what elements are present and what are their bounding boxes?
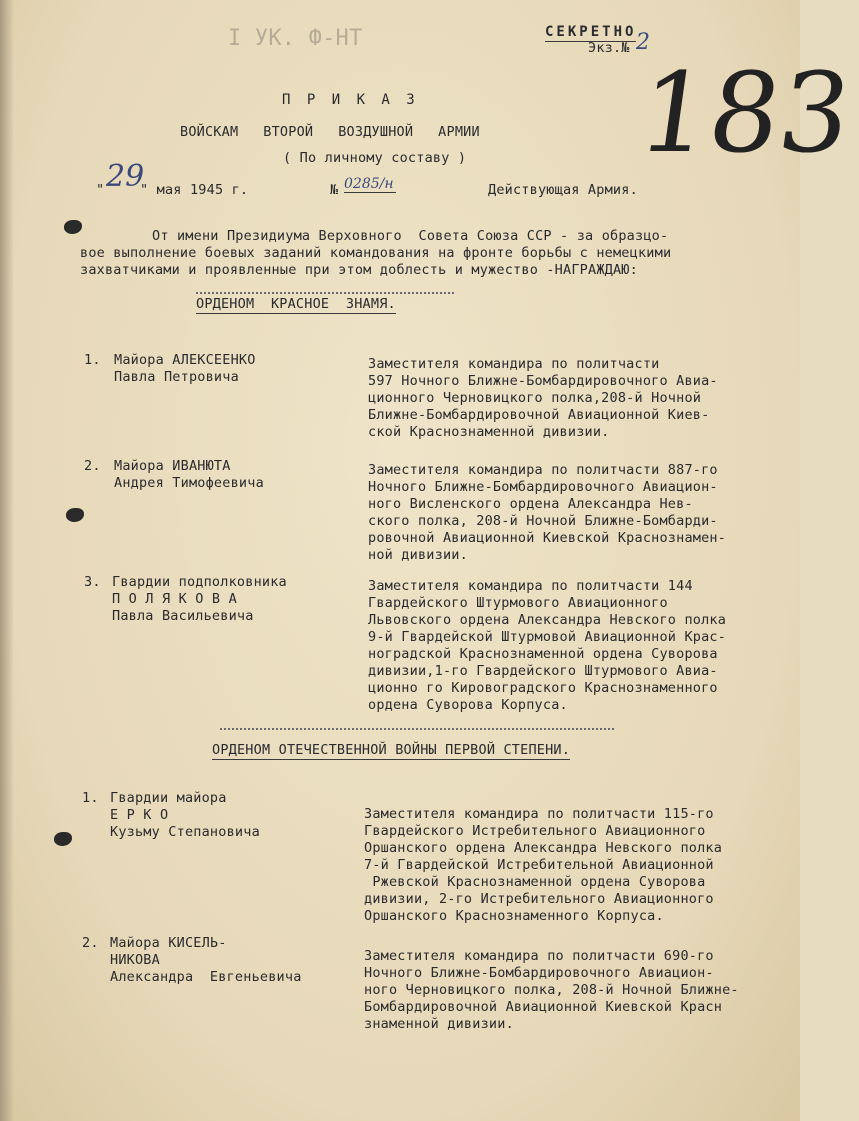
page-edge-shadow — [0, 0, 14, 1121]
entry-name-line: Кузьму Степановича — [110, 824, 260, 840]
entry-name-line: Гвардии майора — [110, 790, 227, 806]
entry-description-line: Ночного Ближне-Бомбардировочного Авиацион- — [364, 965, 714, 981]
entry-description-line: ной дивизии. — [368, 547, 468, 563]
entry-description-line: Ночного Ближне-Бомбардировочного Авиацион- — [368, 479, 718, 495]
entry-description-line: Бомбардировочной Авиационной Киевской Красн — [364, 999, 723, 1015]
section1-heading: ОРДЕНОМ КРАСНОЕ ЗНАМЯ. — [196, 296, 396, 312]
secret-mark: СЕКРЕТНО — [545, 24, 637, 40]
handwritten-archive-number: 183 — [631, 49, 859, 177]
entry-description-line: Заместителя командира по политчасти 887-го — [368, 462, 718, 478]
entry-name-line: Павла Васильевича — [112, 608, 254, 624]
section1-dotted-line — [196, 292, 454, 294]
date-day-handwritten: 29 — [106, 159, 145, 194]
faint-stamp: I УК. Ф-НТ — [228, 26, 363, 51]
document-title: П Р И К А З — [282, 92, 419, 108]
entry-description-line: Заместителя командира по политчасти 115-го — [364, 806, 714, 822]
entry-name-line: Гвардии подполковника — [112, 574, 287, 590]
entry-description-line: 597 Ночного Ближне-Бомбардировочного Авиа- — [368, 373, 718, 389]
copy-number-handwritten: 2 — [636, 30, 650, 55]
entry-description-line: Гвардейского Штурмового Авиационного — [368, 595, 668, 611]
entry-number: 2. — [82, 935, 99, 951]
entry-description-line: ного Черновицкого полка, 208-й Ночной Ближне- — [364, 982, 739, 998]
document-subtitle: ВОЙСКАМ ВТОРОЙ ВОЗДУШНОЙ АРМИИ — [180, 124, 480, 140]
entry-number: 1. — [84, 352, 101, 368]
entry-name-line: Е Р К О — [110, 807, 169, 823]
place-active-army: Действующая Армия. — [488, 182, 638, 198]
entry-name-line: Майора КИСЕЛЬ- — [110, 935, 227, 951]
entry-description-line: ционного Черновицкого полка,208-й Ночной — [368, 390, 702, 406]
order-number-handwritten: 0285/н — [344, 176, 396, 193]
entry-name-line: Павла Петровича — [114, 369, 239, 385]
entry-description-line: ской Краснознаменной дивизии. — [368, 424, 610, 440]
entry-description-line: ного Висленского ордена Александра Нев- — [368, 496, 693, 512]
entry-description-line: Ближне-Бомбардировочной Авиационной Киев- — [368, 407, 710, 423]
entry-description-line: ноградской Краснознаменной ордена Суворова — [368, 646, 718, 662]
entry-number: 2. — [84, 458, 101, 474]
entry-description-line: Львовского ордена Александра Невского полка — [368, 612, 727, 628]
entry-description-line: дивизии, 2-го Истребительного Авиационного — [364, 891, 714, 907]
entry-number: 3. — [84, 574, 101, 590]
entry-number: 1. — [82, 790, 99, 806]
entry-description-line: 9-й Гвардейской Штурмовой Авиационной Крас- — [368, 629, 727, 645]
entry-description-line: ордена Суворова Корпуса. — [368, 697, 568, 713]
entry-name-line: Андрея Тимофеевича — [114, 475, 264, 491]
entry-name-line: Александра Евгеньевича — [110, 969, 302, 985]
entry-description-line: Ржевской Краснознаменной ордена Суворова — [364, 874, 706, 890]
entry-name-line: Майора ИВАНЮТА — [114, 458, 231, 474]
entry-description-line: Заместителя командира по политчасти 690-го — [364, 948, 714, 964]
date-quote-open: " — [96, 182, 105, 198]
section2-heading: ОРДЕНОМ ОТЕЧЕСТВЕННОЙ ВОЙНЫ ПЕРВОЙ СТЕПЕНИ. — [212, 742, 571, 758]
entry-description-line: Заместителя командира по политчасти — [368, 356, 660, 372]
copy-number-label: Экз.№ — [588, 40, 630, 56]
entry-description-line: Заместителя командира по политчасти 144 — [368, 578, 693, 594]
entry-name-line: Майора АЛЕКСЕЕНКО — [114, 352, 256, 368]
entry-description-line: знаменной дивизии. — [364, 1016, 514, 1032]
preamble-line-2: вое выполнение боевых заданий командования на фронте борьбы с немецкими — [80, 245, 672, 261]
entry-description-line: ционно го Кировоградского Краснознаменного — [368, 680, 718, 696]
entry-description-line: ровочной Авиационной Киевской Краснознамен- — [368, 530, 727, 546]
entry-name-line: НИКОВА — [110, 952, 160, 968]
preamble-line-1: От имени Президиума Верховного Совета Союза ССР - за образцо- — [152, 228, 669, 244]
entry-description-line: Оршанского Краснознаменного Корпуса. — [364, 908, 664, 924]
date-month-year: " мая 1945 г. — [140, 182, 249, 198]
entry-description-line: Оршанского ордена Александра Невского полка — [364, 840, 723, 856]
entry-description-line: дивизии,1-го Гвардейского Штурмового Авиа- — [368, 663, 718, 679]
entry-name-line: П О Л Я К О В А — [112, 591, 237, 607]
preamble-line-3: захватчиками и проявленные при этом доблесть и мужество -НАГРАЖДАЮ: — [80, 262, 638, 278]
entry-description-line: ского полка, 208-й Ночной Ближне-Бомбарди- — [368, 513, 718, 529]
entry-description-line: Гвардейского Истребительного Авиационного — [364, 823, 706, 839]
order-number-label: № — [330, 182, 339, 198]
document-subtitle-personnel: ( По личному составу ) — [283, 150, 467, 166]
entry-description-line: 7-й Гвардейской Истребительной Авиационной — [364, 857, 714, 873]
section2-dotted-line — [220, 728, 614, 730]
